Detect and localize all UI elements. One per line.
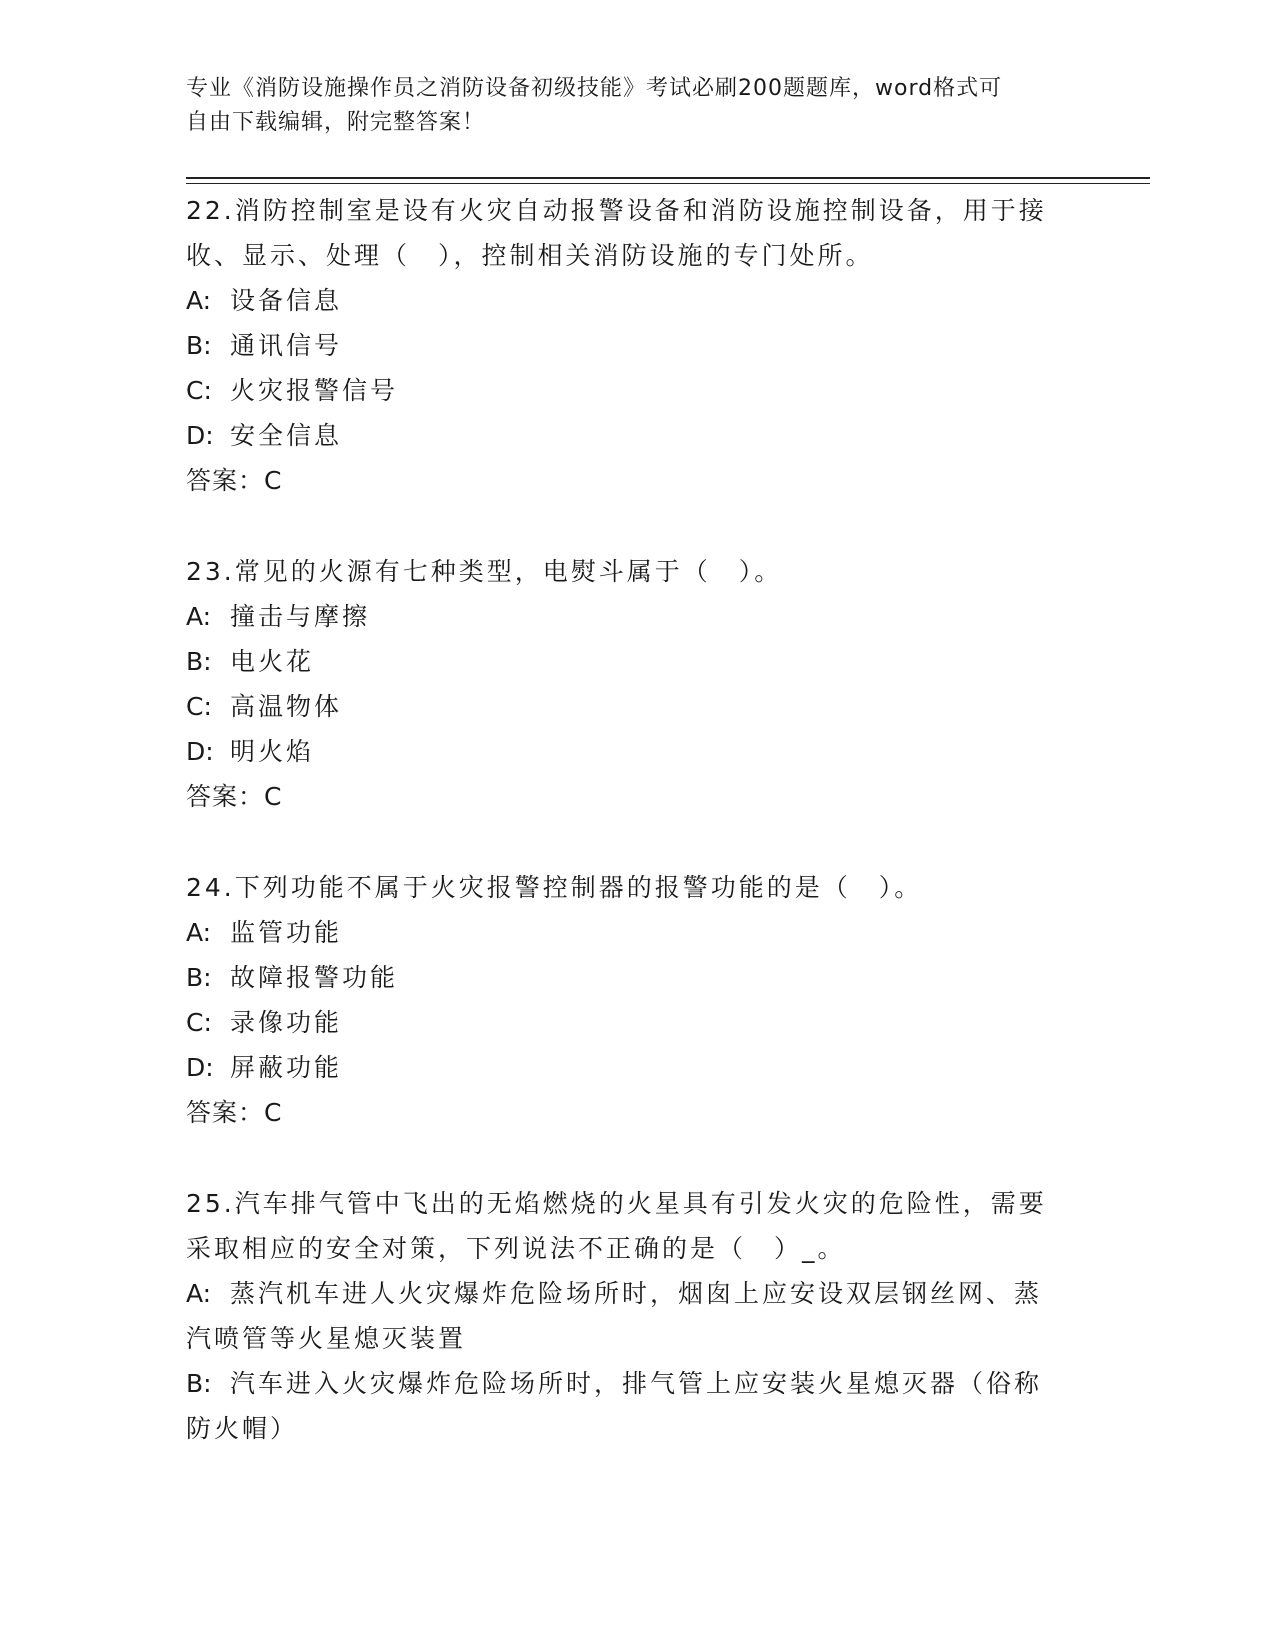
option-key: D: <box>186 1053 214 1082</box>
option-b <box>186 639 1086 684</box>
question-list <box>186 188 1086 1497</box>
option-d <box>186 413 1086 458</box>
option-b <box>186 323 1086 368</box>
document-header <box>186 72 1086 140</box>
option-b <box>186 955 1086 1000</box>
question-text-line: 采取相应的安全对策，下列说法不正确的是（ ）_。 <box>186 1234 846 1263</box>
header-line-1: 专业《消防设施操作员之消防设备初级技能》考试必刷200题题库，word格式可 <box>186 76 1003 101</box>
option-d <box>186 1045 1086 1090</box>
option-key: B: <box>186 963 212 992</box>
option-b-continued: 防火帽） <box>186 1414 299 1443</box>
question-text-line: 24.下列功能不属于火灾报警控制器的报警功能的是（ ）。 <box>186 873 923 902</box>
header-line-2: 自由下载编辑，附完整答案！ <box>186 110 486 135</box>
header-divider-thick <box>186 177 1150 179</box>
option-a <box>186 1271 1086 1316</box>
option-key: A: <box>186 286 212 315</box>
question-24 <box>186 865 1086 1135</box>
answer-line: 答案：C <box>186 466 283 495</box>
question-text-line: 25.汽车排气管中飞出的无焰燃烧的火星具有引发火灾的危险性，需要 <box>186 1189 1047 1218</box>
option-text: 撞击与摩擦 <box>230 602 371 631</box>
option-key: C: <box>186 692 212 721</box>
question-25 <box>186 1181 1086 1451</box>
option-text: 蒸汽机车进人火灾爆炸危险场所时，烟囱上应安设双层钢丝网、蒸 <box>230 1279 1043 1308</box>
option-key: C: <box>186 1008 212 1037</box>
option-a-continued: 汽喷管等火星熄灭装置 <box>186 1324 467 1353</box>
option-a <box>186 910 1086 955</box>
question-22 <box>186 188 1086 503</box>
option-key: C: <box>186 376 212 405</box>
option-key: B: <box>186 1369 212 1398</box>
option-key: B: <box>186 331 212 360</box>
option-text: 火灾报警信号 <box>230 376 399 405</box>
option-key: B: <box>186 647 212 676</box>
option-key: A: <box>186 602 212 631</box>
option-c <box>186 1000 1086 1045</box>
option-key: A: <box>186 918 212 947</box>
option-text: 电火花 <box>230 647 315 676</box>
option-text: 屏蔽功能 <box>230 1053 343 1082</box>
option-d <box>186 729 1086 774</box>
option-text: 通讯信号 <box>230 331 343 360</box>
option-key: A: <box>186 1279 212 1308</box>
option-c <box>186 368 1086 413</box>
option-a <box>186 594 1086 639</box>
option-b <box>186 1361 1086 1406</box>
question-text-line: 23.常见的火源有七种类型，电熨斗属于（ ）。 <box>186 557 783 586</box>
option-text: 故障报警功能 <box>230 963 399 992</box>
option-text: 录像功能 <box>230 1008 343 1037</box>
option-text: 安全信息 <box>230 421 343 450</box>
option-a <box>186 278 1086 323</box>
option-key: D: <box>186 737 214 766</box>
answer-line: 答案：C <box>186 1098 283 1127</box>
header-divider-thin <box>186 183 1150 184</box>
option-c <box>186 684 1086 729</box>
option-text: 明火焰 <box>230 737 315 766</box>
question-text-line: 收、显示、处理（ ），控制相关消防设施的专门处所。 <box>186 241 874 270</box>
answer-line: 答案：C <box>186 782 283 811</box>
question-text-line: 22.消防控制室是设有火灾自动报警设备和消防设施控制设备，用于接 <box>186 196 1047 225</box>
option-text: 高温物体 <box>230 692 343 721</box>
option-text: 设备信息 <box>230 286 343 315</box>
question-23 <box>186 549 1086 819</box>
option-text: 监管功能 <box>230 918 343 947</box>
option-text: 汽车进入火灾爆炸危险场所时，排气管上应安装火星熄灭器（俗称 <box>230 1369 1043 1398</box>
option-key: D: <box>186 421 214 450</box>
